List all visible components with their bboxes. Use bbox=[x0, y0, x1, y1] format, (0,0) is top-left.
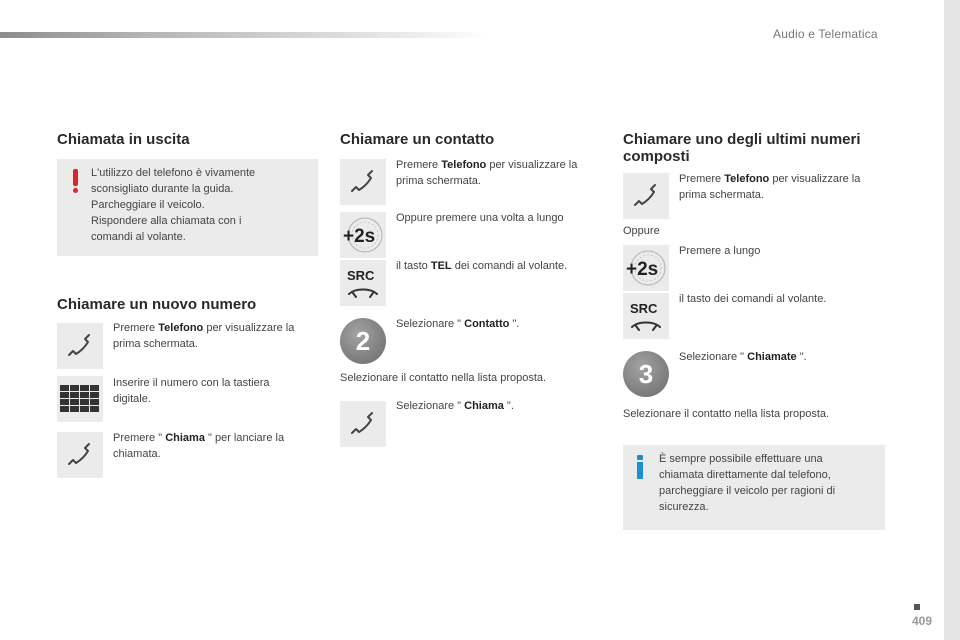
contact-step3-text: il tasto TEL dei comandi al volante. bbox=[396, 260, 568, 272]
info-icon bbox=[637, 455, 643, 479]
keypad-icon bbox=[57, 376, 103, 422]
new-step1-text: Premere Telefono per visualizzare la prima schermata. bbox=[113, 322, 295, 350]
heading-outgoing-call: Chiamata in uscita bbox=[57, 131, 190, 148]
info-text: È sempre possibile effettuare una chiamata direttamente dal telefono, parcheggiare il veicolo per ragioni di sicurezza. bbox=[659, 453, 836, 513]
contact-step2-text: Oppure premere una volta a lungo bbox=[396, 212, 564, 224]
badge-two-seconds: +2s bbox=[626, 259, 659, 280]
phone-icon bbox=[340, 401, 386, 447]
contact-step5-text: Selezionare il contatto nella lista proposta. bbox=[340, 372, 547, 384]
recent-step2-text: Premere a lungo bbox=[679, 245, 761, 257]
press-two-seconds-icon bbox=[340, 212, 386, 258]
contact-step1-text: Premere Telefono per visualizzare la prima schermata. bbox=[396, 159, 578, 187]
new-step3-text: Premere " Chiama " per lanciare la chiamata. bbox=[113, 432, 285, 460]
recent-step5-text: Selezionare il contatto nella lista proposta. bbox=[623, 408, 830, 420]
footer-marker bbox=[914, 604, 920, 610]
phone-icon bbox=[623, 173, 669, 219]
oppure-label: Oppure bbox=[623, 225, 660, 237]
warning-text: L'utilizzo del telefono è vivamente sconsigliato durante la guida. Parcheggiare il veicolo. Rispondere alla chiamata con i comandi al volante. bbox=[91, 167, 256, 243]
phone-icon bbox=[340, 159, 386, 205]
warning-box bbox=[57, 159, 318, 256]
contact-step4-text: Selezionare " Contatto ". bbox=[396, 318, 520, 330]
contact-step6-text: Selezionare " Chiama ". bbox=[396, 400, 514, 412]
src-steering-button-icon bbox=[340, 260, 386, 306]
recent-step4-text: Selezionare " Chiamate ". bbox=[679, 351, 807, 363]
info-box bbox=[623, 445, 885, 530]
badge-src: SRC bbox=[630, 301, 658, 316]
heading-call-contact: Chiamare un contatto bbox=[340, 131, 495, 148]
heading-recent-numbers: Chiamare uno degli ultimi numeri composti bbox=[623, 131, 861, 165]
step-number-2: 2 bbox=[340, 318, 386, 364]
page-edge-strip bbox=[944, 0, 960, 640]
section-title: Audio e Telematica bbox=[773, 27, 878, 41]
badge-two-seconds: +2s bbox=[343, 226, 376, 247]
phone-icon bbox=[57, 323, 103, 369]
phone-icon bbox=[57, 432, 103, 478]
new-step2-text: Inserire il numero con la tastiera digitale. bbox=[113, 377, 270, 405]
page-number: 409 bbox=[912, 614, 933, 628]
header-gradient-bar bbox=[0, 32, 490, 38]
recent-step1-text: Premere Telefono per visualizzare la prima schermata. bbox=[679, 173, 861, 201]
step-number-3: 3 bbox=[623, 351, 669, 397]
recent-step3-text: il tasto dei comandi al volante. bbox=[679, 293, 827, 305]
src-steering-button-icon bbox=[623, 293, 669, 339]
heading-new-number: Chiamare un nuovo numero bbox=[57, 296, 257, 313]
badge-src: SRC bbox=[347, 268, 375, 283]
warning-icon bbox=[73, 169, 78, 193]
press-two-seconds-icon bbox=[623, 245, 669, 291]
